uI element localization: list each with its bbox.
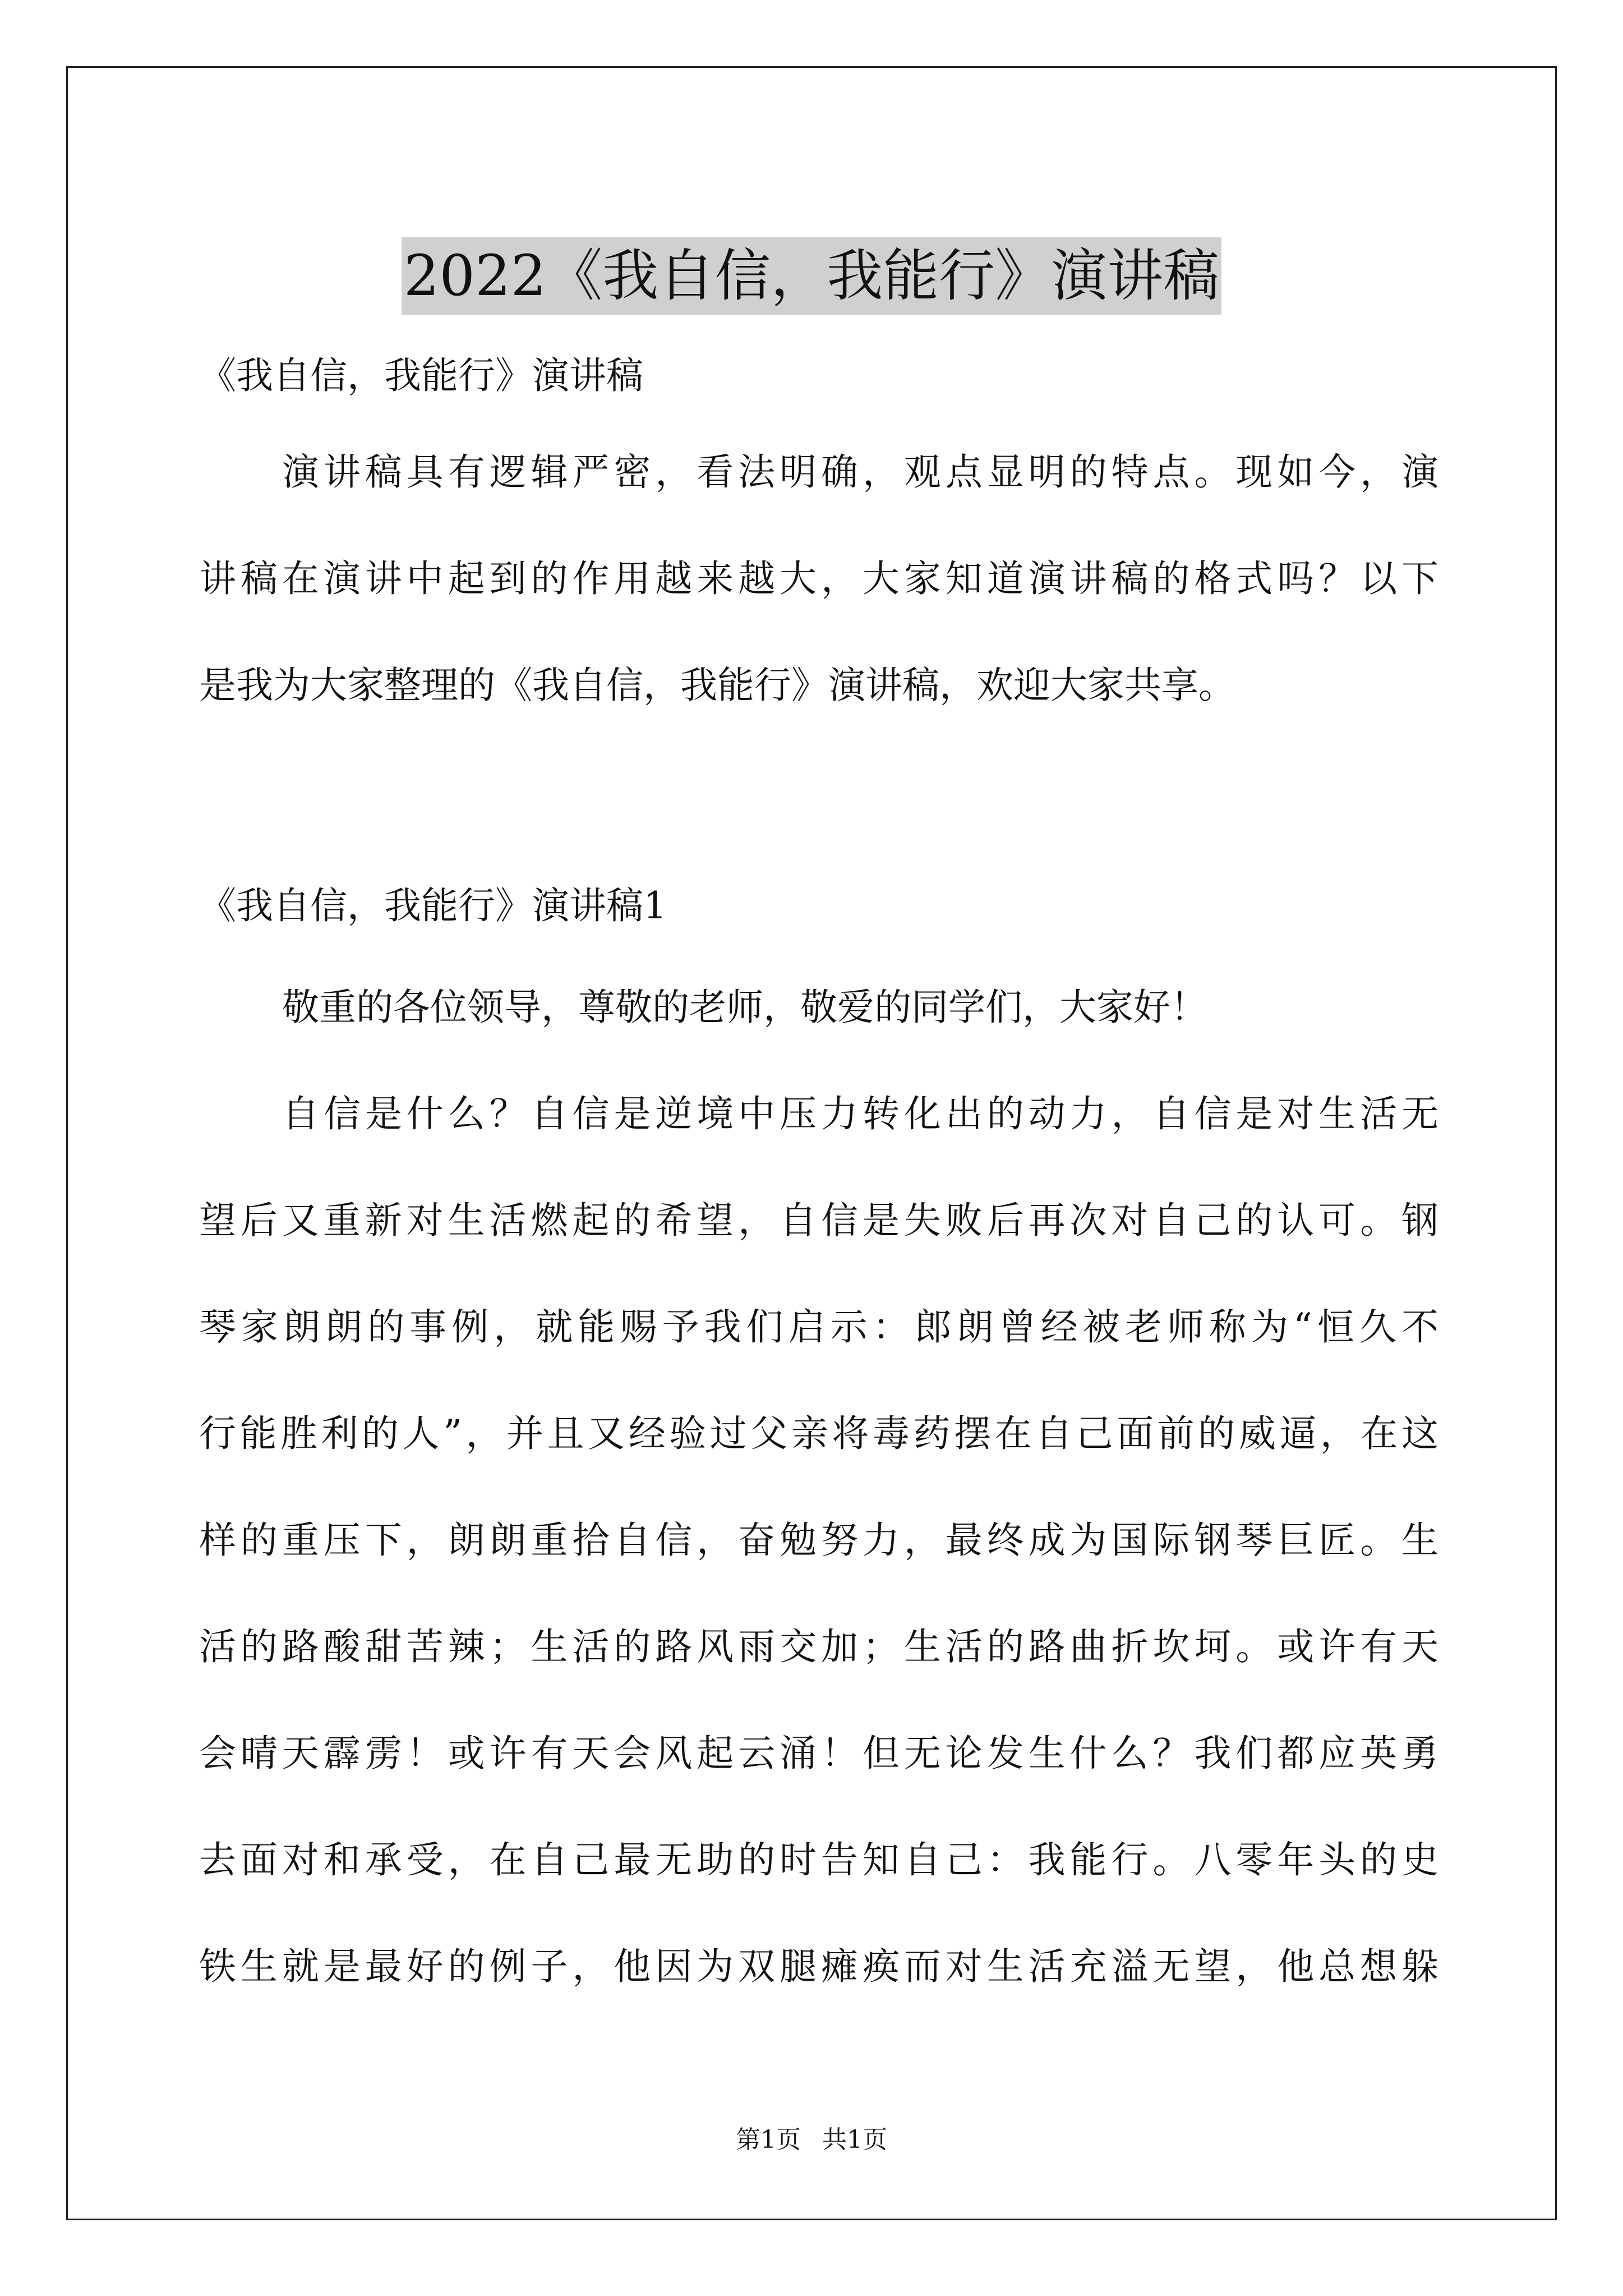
paragraph-line: 会晴天霹雳！或许有天会风起云涌！但无论发生什么？我们都应英勇 bbox=[199, 1732, 1438, 1775]
paragraph-line: 行能胜利的人”，并且又经验过父亲将毒药摆在自己面前的威逼，在这 bbox=[199, 1412, 1438, 1455]
paragraph-line: 样的重压下，朗朗重拾自信，奋勉努力，最终成为国际钢琴巨匠。生 bbox=[199, 1519, 1438, 1562]
paragraph-line: 自信是什么？自信是逆境中压力转化出的动力，自信是对生活无 bbox=[282, 1092, 1438, 1135]
section-heading: 《我自信，我能行》演讲稿1 bbox=[199, 884, 667, 927]
page-total: 共1页 bbox=[822, 2125, 887, 2154]
title-container bbox=[0, 200, 1623, 352]
paragraph-line: 琴家朗朗的事例，就能赐予我们启示：郎朗曾经被老师称为“恒久不 bbox=[199, 1305, 1438, 1349]
document-title: 2022《我自信，我能行》演讲稿 bbox=[402, 237, 1222, 315]
paragraph-line: 活的路酸甜苦辣；生活的路风雨交加；生活的路曲折坎坷。或许有天 bbox=[199, 1625, 1438, 1668]
section-heading: 《我自信，我能行》演讲稿 bbox=[199, 354, 643, 397]
paragraph-line: 是我为大家整理的《我自信，我能行》演讲稿，欢迎大家共享。 bbox=[199, 664, 1235, 707]
paragraph-line: 铁生就是最好的例子，他因为双腿瘫痪而对生活充溢无望，他总想躲 bbox=[199, 1945, 1438, 1988]
page-footer bbox=[0, 2123, 1623, 2157]
paragraph-line: 演讲稿具有逻辑严密，看法明确，观点显明的特点。现如今，演 bbox=[282, 450, 1438, 494]
paragraph-line: 望后又重新对生活燃起的希望，自信是失败后再次对自己的认可。钢 bbox=[199, 1199, 1438, 1242]
page-number: 第1页 bbox=[736, 2125, 801, 2154]
paragraph-line: 讲稿在演讲中起到的作用越来越大，大家知道演讲稿的格式吗？以下 bbox=[199, 557, 1438, 600]
paragraph-line: 去面对和承受，在自己最无助的时告知自己：我能行。八零年头的史 bbox=[199, 1838, 1438, 1881]
greeting-line: 敬重的各位领导，尊敬的老师，敬爱的同学们，大家好！ bbox=[282, 986, 1207, 1029]
